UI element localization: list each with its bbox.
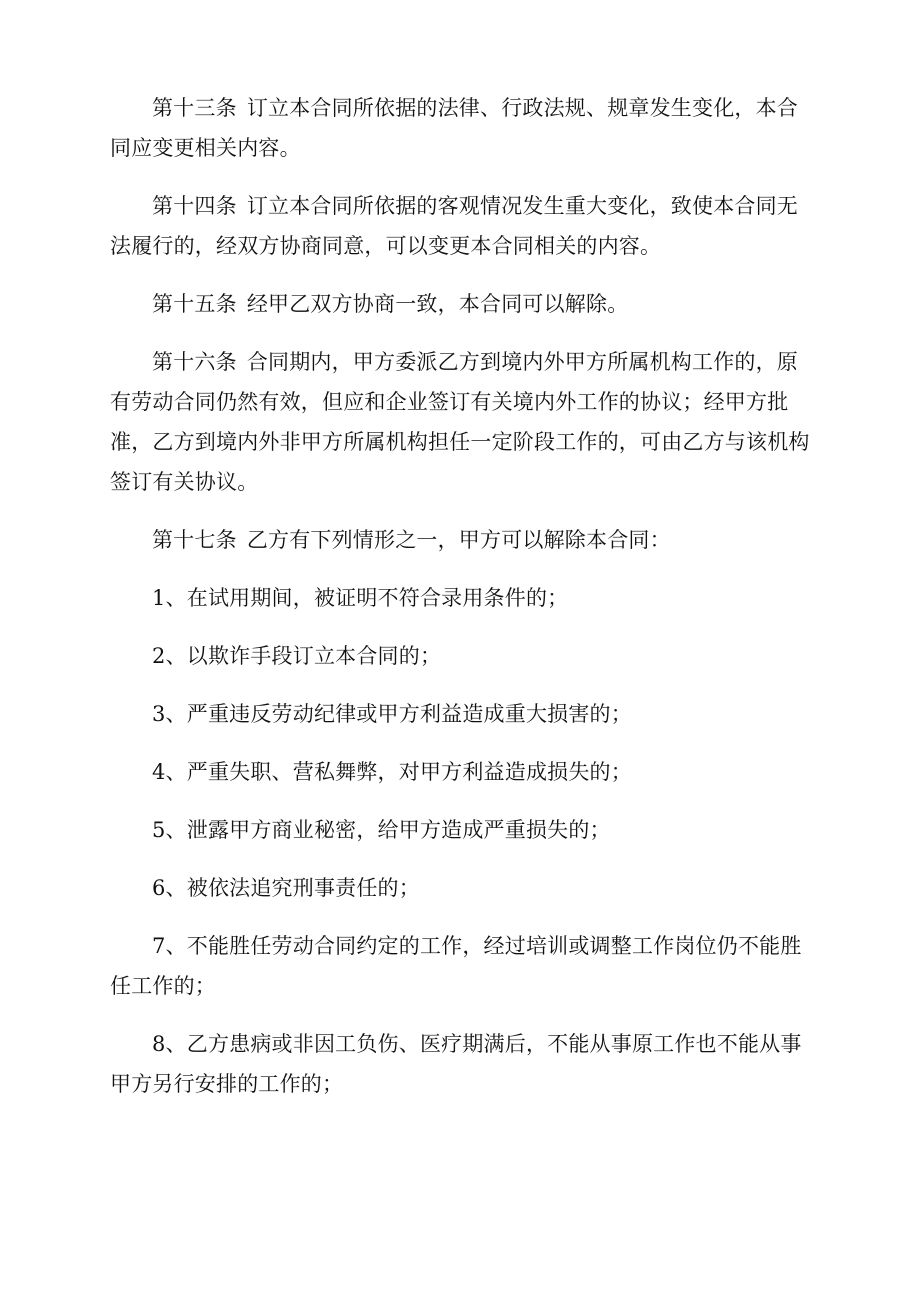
- article-text: 合同期内，甲方委派乙方到境内外甲方所属机构工作的，原有劳动合同仍然有效，但应和企业签订有关境内外工作的协议；经甲方批准，乙方到境内外非甲方所属机构担任一定阶段工作的，可由乙方与该机构签订有关协议。: [110, 350, 810, 494]
- article-16: [110, 342, 816, 502]
- article-number: 第十四条: [152, 194, 237, 218]
- article-number: 第十三条: [152, 96, 237, 120]
- list-item: 4、严重失职、营私舞弊，对甲方利益造成损失的；: [152, 760, 632, 784]
- list-item: 8、乙方患病或非因工负伤、医疗期满后，不能从事原工作也不能从事甲方另行安排的工作的；: [110, 1032, 802, 1096]
- article-text: 订立本合同所依据的法律、行政法规、规章发生变化，本合同应变更相关内容。: [110, 96, 799, 160]
- article-number: 第十七条: [152, 528, 237, 552]
- article-14: [110, 186, 816, 266]
- list-item: 6、被依法追究刑事责任的；: [152, 876, 420, 900]
- list-item: 1、在试用期间，被证明不符合录用条件的；: [152, 586, 569, 610]
- article-17: [110, 520, 816, 560]
- list-item: 5、泄露甲方商业秘密，给甲方造成严重损失的；: [152, 818, 611, 842]
- article-text: 订立本合同所依据的客观情况发生重大变化，致使本合同无法履行的，经双方协商同意，可以变更本合同相关的内容。: [110, 194, 799, 258]
- list-item: 7、不能胜任劳动合同约定的工作，经过培训或调整工作岗位仍不能胜任工作的；: [110, 934, 802, 998]
- list-item: 3、严重违反劳动纪律或甲方利益造成重大损害的；: [152, 702, 632, 726]
- article-number: 第十五条: [152, 292, 237, 316]
- article-15: [110, 284, 816, 324]
- article-text: 经甲乙双方协商一致，本合同可以解除。: [246, 292, 629, 316]
- list-item: 2、以欺诈手段订立本合同的；: [152, 644, 442, 668]
- article-number: 第十六条: [152, 350, 237, 374]
- article-13: [110, 88, 816, 168]
- document-content: [110, 88, 816, 1122]
- article-text: 乙方有下列情形之一，甲方可以解除本合同：: [246, 528, 671, 552]
